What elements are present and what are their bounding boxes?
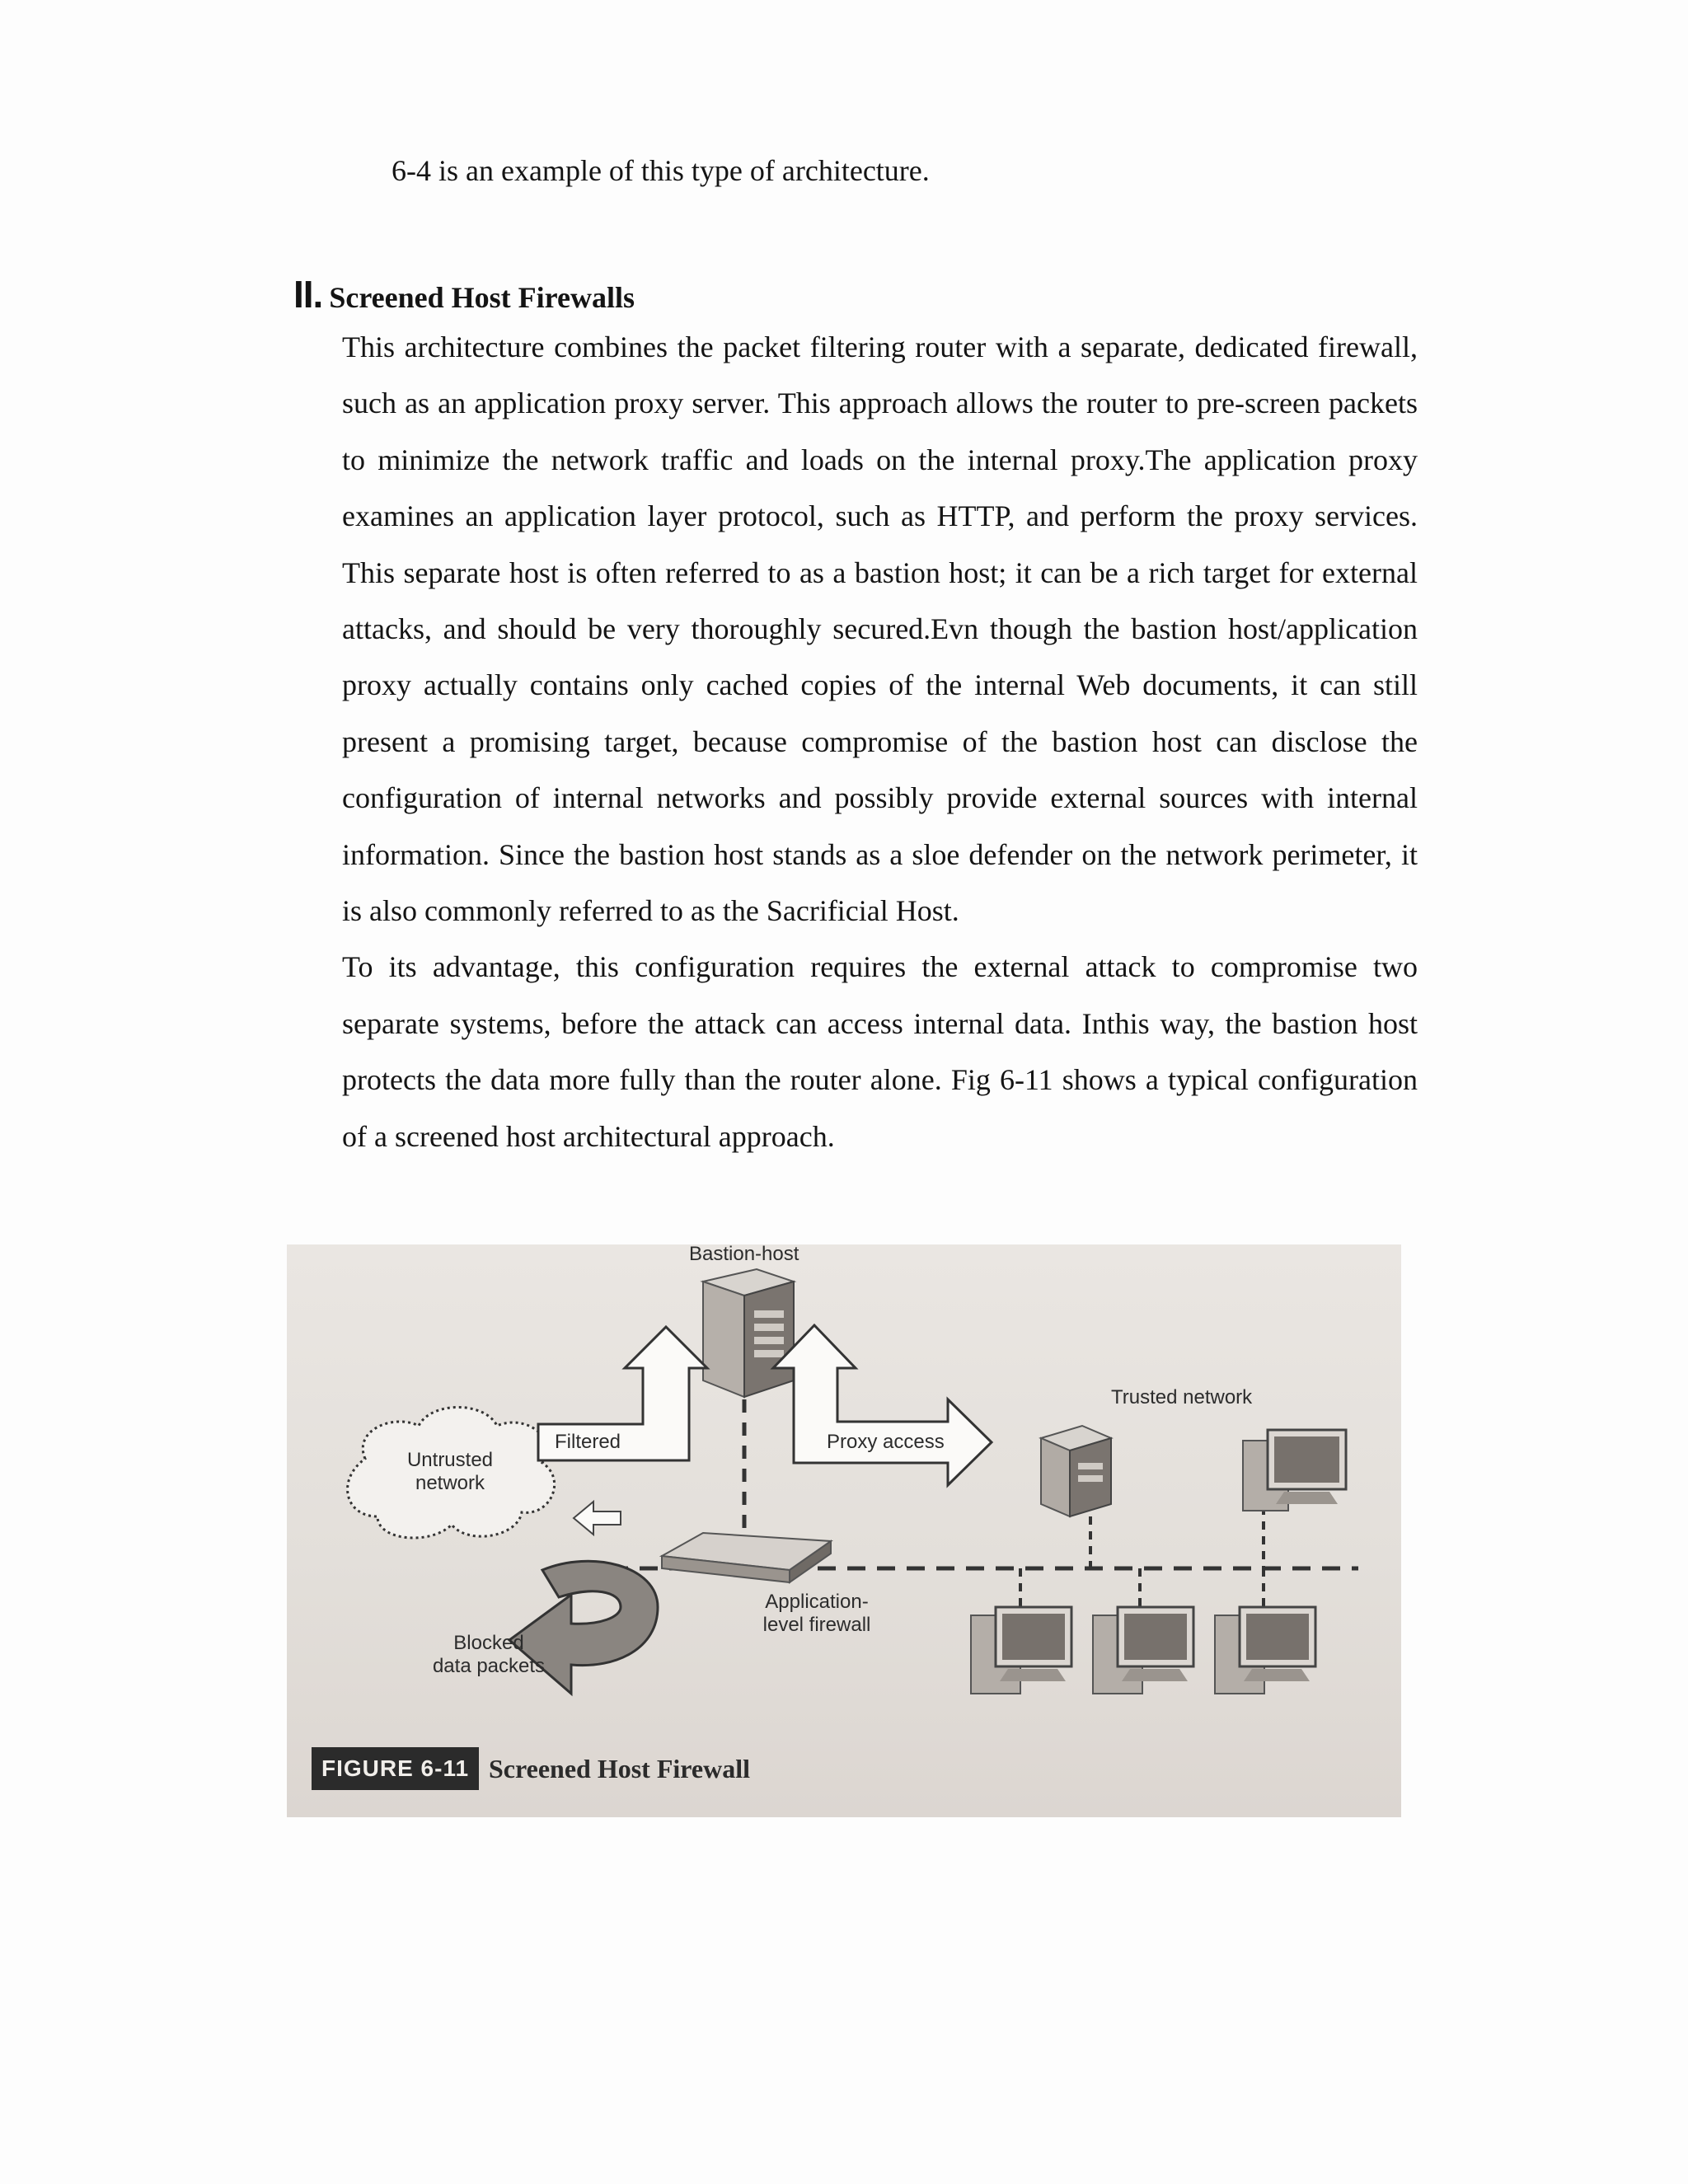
proxy-access-arrow-icon (773, 1325, 992, 1485)
network-diagram (287, 1244, 1401, 1817)
section-body (342, 319, 1418, 1165)
trusted-server-icon (1041, 1426, 1111, 1516)
paragraph-2: To its advantage, this configuration requires the external attack to compromise two separate systems, before the attack can access internal data. Inthis way, the bastion host protects the data more fully than the router alone. Fig 6-11 shows a typical configuration of a screened host architectural approach. (342, 950, 1418, 1153)
workstation-icon-2 (971, 1607, 1071, 1694)
label-blocked-line1: Blocked (453, 1632, 524, 1654)
workstation-icon-1 (1243, 1430, 1346, 1511)
figure-caption-title: Screened Host Firewall (489, 1754, 750, 1783)
label-filtered: Filtered (555, 1431, 621, 1453)
workstation-icon-3 (1093, 1607, 1193, 1694)
section-title: Screened Host Firewalls (329, 281, 635, 314)
label-blocked-packets (410, 1632, 567, 1678)
figure-caption-tag: FIGURE 6-11 (312, 1747, 479, 1790)
label-blocked-line2: data packets (432, 1655, 546, 1677)
firewall-appliance-icon (662, 1533, 831, 1582)
label-firewall (738, 1591, 895, 1637)
label-untrusted-line1: Untrusted (406, 1449, 494, 1471)
figure-screened-host-firewall (287, 1244, 1401, 1817)
label-firewall-line2: level firewall (762, 1614, 871, 1636)
section-numeral: II. (293, 273, 323, 316)
bastion-host-server-icon (703, 1269, 794, 1397)
label-proxy-access: Proxy access (827, 1431, 945, 1453)
section-heading (293, 272, 635, 316)
intro-line: 6-4 is an example of this type of architecture. (392, 154, 930, 187)
label-bastion-host: Bastion-host (689, 1244, 799, 1265)
label-firewall-line1: Application- (765, 1591, 869, 1613)
small-left-arrow-icon (574, 1502, 621, 1535)
label-untrusted-network (384, 1449, 516, 1495)
label-untrusted-line2: network (415, 1472, 485, 1494)
label-trusted-network: Trusted network (1111, 1386, 1253, 1408)
workstation-icon-4 (1215, 1607, 1315, 1694)
paragraph-1: This architecture combines the packet filtering router with a separate, dedicated firewall, such as an application proxy server. This approach allows the router to pre-screen packets to minimize the network traffic and loads on the internal proxy.The application proxy examines an application layer protocol, such as HTTP, and perform the proxy services. This separate host is often referred to as a bastion host; it can be a rich target for external attacks, and should be very thoroughly secured.Evn though the bastion host/application proxy actually contains only cached copies of the internal Web documents, it can still present a promising target, because compromise of the bastion host can disclose the configuration of internal networks and possibly provide external sources with internal information. Since the bastion host stands as a sloe defender on the network perimeter, it is also commonly referred to as the Sacrificial Host. (342, 330, 1418, 928)
